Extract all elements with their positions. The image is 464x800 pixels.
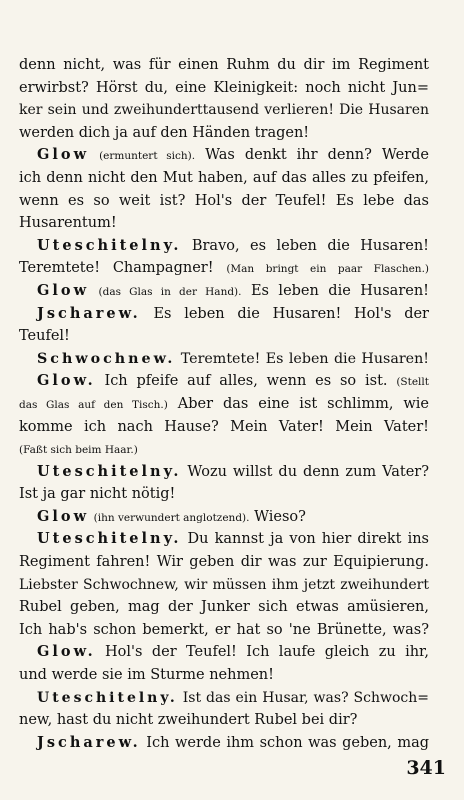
speaker-name: Schwochnew.: [37, 350, 176, 367]
speaker-name: Uteschitelny.: [37, 530, 182, 548]
text-line: [19, 190, 429, 213]
text-line: [19, 461, 429, 484]
stage-direction: (Man bringt ein paar Flaschen.): [226, 263, 429, 276]
text-line: [19, 348, 429, 371]
text-line: [19, 99, 429, 122]
text-line: [19, 709, 429, 732]
line-text: [89, 147, 99, 163]
text-line: [19, 257, 429, 280]
line-text: Rubel geben, mag der Junker sich etwas amüsieren,: [19, 599, 429, 616]
text-line: [19, 574, 429, 597]
stage-direction: (ihn verwundert anglotzend).: [93, 511, 250, 524]
text-line: [19, 664, 429, 687]
line-text: Teufel!: [19, 328, 70, 345]
speaker-name: Glow.: [37, 372, 96, 390]
text-line: [19, 212, 429, 235]
speaker-name: Glow: [37, 281, 90, 299]
line-text: [89, 283, 98, 299]
text-line: [19, 77, 429, 100]
speaker-name: Glow: [37, 507, 90, 525]
text-line: [19, 506, 429, 529]
line-text: Wozu willst du denn zum Vater?: [181, 463, 429, 480]
text-line: [19, 167, 429, 190]
body-text: [19, 54, 429, 754]
text-line: [19, 528, 429, 551]
line-text: Du kannst ja von hier direkt ins: [181, 531, 429, 548]
line-text: wenn es so weit ist? Hol's der Teufel! Es lebe das: [19, 192, 429, 209]
line-text: Teremtete! Champagner!: [19, 260, 227, 277]
text-line: [19, 54, 429, 77]
page-number: 341: [406, 757, 446, 779]
text-line: [19, 235, 429, 258]
speaker-name: Glow.: [37, 643, 96, 661]
line-text: Es leben die Husaren!: [241, 282, 429, 299]
line-text: Es leben die Husaren! Hol's der: [140, 305, 429, 322]
text-line: [19, 393, 429, 416]
text-line: [19, 619, 429, 642]
speaker-name: Uteschitelny.: [37, 689, 178, 706]
line-text: Ist das ein Husar, was? Schwoch=: [177, 689, 429, 706]
text-line: [19, 641, 429, 664]
line-text: Aber das eine ist schlimm, wie: [167, 395, 429, 412]
text-line: [19, 687, 429, 710]
stage-direction: das Glas auf den Tisch.): [19, 398, 168, 411]
line-text: werden dich ja auf den Händen tragen!: [19, 124, 310, 141]
line-text: Regiment fahren! Wir geben dir was zur Equipierung.: [19, 554, 429, 571]
stage-direction: (Stellt: [396, 376, 429, 389]
stage-direction: (das Glas in der Hand).: [98, 285, 242, 298]
line-text: new, hast du nicht zweihundert Rubel bei dir?: [19, 712, 358, 729]
line-text: erwirbst? Hörst du, eine Kleinigkeit: noch nicht Jun=: [19, 79, 429, 96]
text-line: [19, 280, 429, 303]
line-text: komme ich nach Hause? Mein Vater! Mein Vater!: [19, 418, 429, 435]
line-text: Wieso?: [249, 508, 306, 525]
line-text: Bravo, es leben die Husaren!: [181, 237, 429, 254]
text-line: [19, 732, 429, 755]
text-line: [19, 416, 429, 439]
stage-direction: (Faßt sich beim Haar.): [19, 444, 138, 457]
line-text: ker sein und zweihunderttausend verlieren! Die Husaren: [19, 102, 429, 119]
text-line: [19, 325, 429, 348]
text-line: [19, 144, 429, 167]
line-text: Hol's der Teufel! Ich laufe gleich zu ihr,: [95, 644, 429, 661]
line-text: Husarentum!: [19, 215, 117, 232]
line-text: Ist ja gar nicht nötig!: [19, 486, 176, 503]
line-text: denn nicht, was für einen Ruhm du dir im Regiment: [19, 57, 429, 73]
speaker-name: Glow: [37, 146, 90, 164]
line-text: Liebster Schwochnew, wir müssen ihm jetzt zweihundert: [19, 576, 429, 593]
line-text: Was denkt ihr denn? Werde: [195, 147, 429, 164]
text-line: [19, 483, 429, 506]
line-text: Ich hab's schon bemerkt, er hat so 'ne Brünette, was?: [19, 621, 429, 638]
text-line: [19, 122, 429, 145]
line-text: Ich werde ihm schon was geben, mag: [140, 734, 429, 751]
speaker-name: Jscharew.: [37, 733, 141, 751]
text-line: [19, 303, 429, 326]
line-text: und werde sie im Sturme nehmen!: [19, 667, 274, 684]
line-text: Ich pfeife auf alles, wenn es so ist.: [95, 373, 397, 390]
line-text: ich denn nicht den Mut haben, auf das alles zu pfeifen,: [19, 169, 429, 186]
speaker-name: Uteschitelny.: [37, 462, 182, 480]
speaker-name: Uteschitelny.: [37, 236, 182, 254]
text-line: [19, 438, 429, 461]
text-line: [19, 370, 429, 393]
speaker-name: Jscharew.: [37, 304, 141, 322]
stage-direction: (ermuntert sich).: [99, 150, 196, 163]
text-line: [19, 551, 429, 574]
text-line: [19, 596, 429, 619]
line-text: Teremtete! Es leben die Husaren!: [175, 350, 429, 367]
